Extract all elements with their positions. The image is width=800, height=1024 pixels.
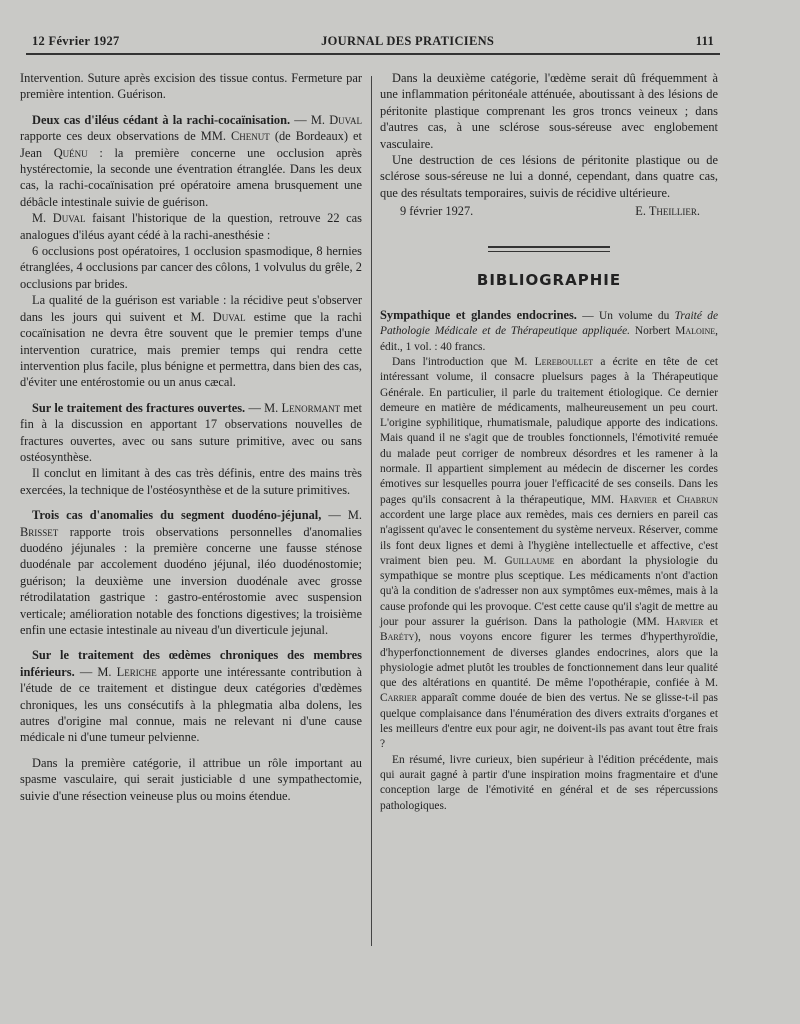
intervention-paragraph: Intervention. Suture après excision des tissue contus. Fermeture par première intention. Guérison. <box>20 71 362 102</box>
section-title-duodenal: Trois cas d'anomalies du segment duodéno-jéjunal, <box>32 508 322 523</box>
book-citation: Sympathique et glandes endocrines. — Un volume du Traité de Pathologie Médicale et de Thérapeutique appliquée. Norbert Maloine, édit., 1 vol. : 40 francs. <box>380 308 719 353</box>
ileus-paragraph: Deux cas d'iléus cédant à la rachi-cocaïnisation. — M. Duval rapporte ces deux observations de MM. Chenut (de Bordeaux) et Jean Quénu : la première concerne une occlusion après hystérectomie, la seconde une éventration étranglée. Dans les deux cas, la rachi-cocaïnisation pré opératoire amena brusquement une débâcle intestinale suivie de guérison. <box>20 112 363 209</box>
duodenal-paragraph: Trois cas d'anomalies du segment duodéno-jéjunal, — M. Brisset rapporte trois observations personnelles d'anomalies duodéno jéjunales : la première concerne une fausse sténose duodénale par accolement duodéno jéjunal, iléo duodénostomie; guérison; la deuxième une inversion duodénale avec grosse rétrodilatation gastrique : gastro-entérostomie avec suspension verticale; amélioration notable des fonctions digestives; la troisième enfin une ectasie intestinale au niveau d'un diverticule jejunal. <box>20 508 362 637</box>
book-review-paragraph: Dans l'introduction que M. Lereboullet a écrite en tête de cet intéressant volume, il consacre pluelsurs pages à la Thérapeutique Générale. En particulier, il parle du traitement étiologique. Ce dernier demeure en matière de médicaments, malheureusement un peu court. L'origine syphilitique, rhumatismale, paludique apporte des indications. Mais quand il ne s'agit que de troubles fonctionnels, l'émotivité remuée du malade peut corriger de nombreux désordres et les ramener à la normale. Il appartient simplement au médecin de discerner les cordes émotives sur lesquelles pourra jouer l'efficacité de ses conseils. Dans les pages qu'ils consacrent à la thérapeutique, MM. Harvier et Chabrun accordent une large place aux remèdes, mais ces derniers en pareil cas n'agissent qu'avec le consentement du système nerveux. Réserver, comme ils font deux lignes et demi à l'hygiène intellectuelle et affective, c'est vraiment bien peu. M. Guillaume en abordant la physiologie du sympathique se montre plus sceptique. Les médicaments n'ont d'action qu'à la condition de s'adresser non aux symptômes eux-mêmes, mais à la cause profonde qui les provoque. C'est cette cause qu'il s'agit de mettre au jour pour assurer la guérison. Dans la pathologie (MM. Harvier et Baréty), nous voyons encore figurer les termes d'hyperthyroïdie, d'hyperfonctionnement de diverses glandes endocrines, alors que la physiologie admet plutôt les troubles de fonctionnement dans leur qualité que des altérations en quantité. De même l'opothérapie, confiée à M. Carrier apparaît comme douée de bien des vertus. Ne se glisse-t-il pas quelque complaisance dans l'énumération des divers extraits d'organes et les meilleurs d'entre eux pour agir, ne doivent-ils pas avant tout être frais ? <box>380 355 718 751</box>
fractures-paragraph: Sur le traitement des fractures ouvertes. — M. Lenormant met fin à la discussion en apportant 17 observations nouvelles de fractures ouvertes, avec ou sans suture primitive, avec ou sans ostéosynthèse. <box>20 400 362 464</box>
bibliography-rule-thin <box>488 251 610 252</box>
bibliography-heading: BIBLIOGRAPHIE <box>476 270 622 289</box>
book-title: Sympathique et glandes endocrines. <box>380 308 577 323</box>
column-divider <box>371 76 372 946</box>
oedemes-second-category-paragraph: Dans la deuxième catégorie, l'œdème serait dû fréquemment à une inflammation péritonéale atténuée, aboutissant à des lésions de péritonite plastique comprenant les gros troncs veineux ; dans d'autres cas, à une sclérose sous-séreuse avec englobement vasculaire. <box>380 71 718 151</box>
oedemes-first-category-paragraph: Dans la première catégorie, il attribue un rôle important au spasme vasculaire, qui serait justiciable d une sympathectomie, suivie d'une résection veineuse plus ou moins étendue. <box>20 755 362 803</box>
header-date: 12 Février 1927 <box>32 34 120 48</box>
signature-line <box>380 203 718 219</box>
left-column <box>20 70 362 804</box>
page-number: 111 <box>695 34 714 48</box>
ileus-cases-paragraph: 6 occlusions post opératoires, 1 occlusion spasmodique, 8 hernies étranglées, 4 occlusions par cancer des côlons, 1 volvulus du grêle, 2 occlusions par brides. <box>20 244 362 291</box>
book-summary-paragraph: En résumé, livre curieux, bien supérieur à l'édition précédente, mais qui aurait gagné à partir d'une inspiration moins fragmentaire et d'une conception large de l'émotivité en général et de ses répercussions pathologiques. <box>380 753 718 812</box>
oedemes-paragraph: Sur le traitement des œdèmes chroniques des membres inférieurs. — M. Leriche apporte une intéressante contribution à l'étude de ce traitement et distingue deux catégories d'œdèmes chroniques, les uns consécutifs à la phlegmatia alba dolens, les autres d'origine mal connue, mais ne relevant ni d'une cause médicale ni d'une tumeur pelvienne. <box>20 648 362 745</box>
section-title-fractures: Sur le traitement des fractures ouvertes. <box>32 400 246 415</box>
section-title-oedemes: Sur le traitement des œdèmes chroniques des membres inférieurs. <box>20 648 362 679</box>
ileus-history-paragraph: M. Duval faisant l'historique de la question, retrouve 22 cas analogues d'iléus ayant cédé à la rachi-anesthésie : <box>20 211 362 242</box>
oedemes-result-paragraph: Une destruction de ces lésions de péritonite plastique ou de sclérose sous-séreuse ne lui a donné, cependant, dans quatre cas, que des résultats temporaires, suivis de récidive ultérieure. <box>380 153 718 200</box>
journal-title: JOURNAL DES PRATICIENS <box>321 34 495 48</box>
running-header <box>32 34 714 49</box>
fractures-conclusion-paragraph: Il conclut en limitant à des cas très définis, entre des mains très exercées, la technique de l'ostéosynthèse et de la suture primitives. <box>20 466 362 497</box>
section-title-ileus: Deux cas d'iléus cédant à la rachi-cocaïnisation. <box>32 112 291 127</box>
signature-date: 9 février 1927. <box>400 204 474 219</box>
right-column <box>380 70 718 814</box>
ileus-quality-paragraph: La qualité de la guérison est variable : la récidive peut s'observer dans les jours qui suivent et M. Duval estime que la rachi cocaïnisation ne devra être souvent que le premier temps d'une intervention curatrice, mais premier temps qui rendra cette intervention plus facile, plus bénigne et permettra, dans bien des cas, d'éviter une entérostomie ou un anus cæcal. <box>20 293 362 390</box>
header-rule <box>26 53 720 55</box>
signature-author: E. Theillier. <box>635 204 700 219</box>
bibliography-rule <box>488 246 610 248</box>
